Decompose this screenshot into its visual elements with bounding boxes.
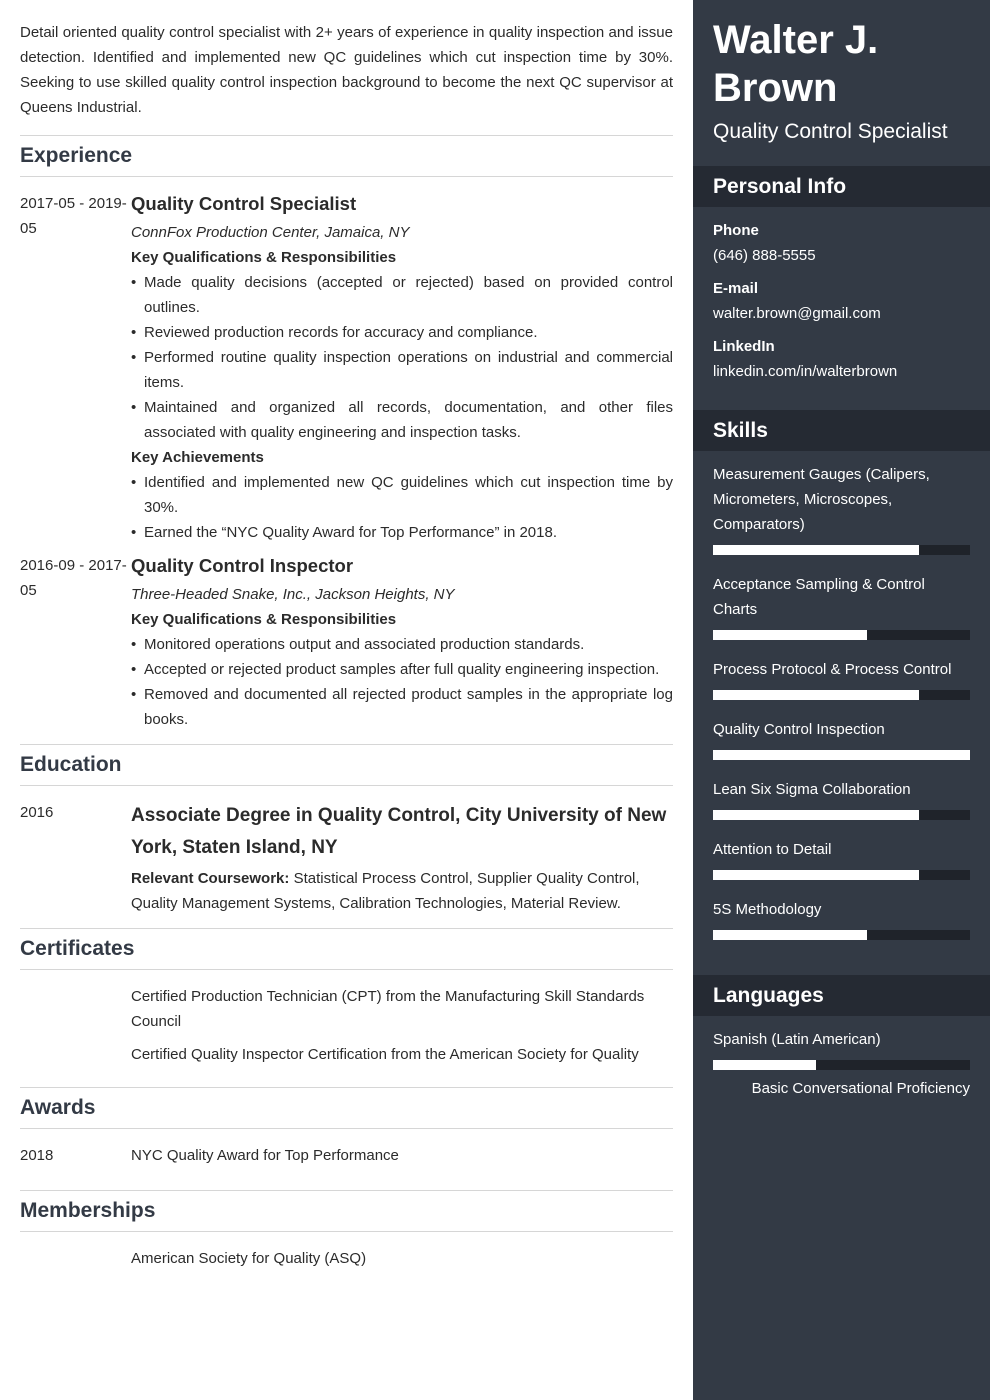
job-title: Quality Control Inspector [131, 555, 354, 576]
job-entry [20, 553, 673, 732]
skill-item [713, 657, 970, 700]
languages-list [693, 1016, 990, 1119]
award-entry [20, 1143, 673, 1168]
skill-bar [713, 690, 970, 700]
skill-item [713, 897, 970, 940]
skill-item [713, 572, 970, 640]
section-title: Certificates [20, 929, 673, 970]
certificates-section [20, 928, 673, 1075]
skill-item [713, 462, 970, 555]
memberships-section [20, 1190, 673, 1271]
award-date: 2018 [20, 1147, 54, 1164]
coursework-text: Statistical Process Control, Supplier Quality Control, Quality Management Systems, Calibration Technologies, Material Review. [131, 870, 640, 912]
skill-name: Measurement Gauges (Calipers, Micrometers, Microscopes, Comparators) [713, 466, 930, 533]
coursework-label: Relevant Coursework: [131, 870, 290, 887]
phone-label: Phone [713, 222, 759, 239]
responsibilities-label: Key Qualifications & Responsibilities [131, 611, 397, 628]
awards-section [20, 1087, 673, 1168]
certificate-item: Certified Quality Inspector Certification from the American Society for Quality [131, 1046, 639, 1063]
skill-bar-fill [713, 930, 867, 940]
certificate-entry [20, 984, 673, 1075]
list-item: • Accepted or rejected product samples after full quality engineering inspection. [131, 657, 673, 682]
skills-title: Skills [693, 410, 990, 451]
language-bar-fill [713, 1060, 816, 1070]
skill-bar [713, 630, 970, 640]
linkedin-value[interactable]: linkedin.com/in/walterbrown [713, 363, 898, 380]
language-item [713, 1027, 970, 1101]
skill-name: 5S Methodology [713, 901, 822, 918]
skill-name: Quality Control Inspection [713, 721, 885, 738]
candidate-name: Walter J. Brown [713, 18, 879, 110]
degree-title: Associate Degree in Quality Control, City University of New York, Staten Island, NY [131, 805, 667, 858]
award-item: NYC Quality Award for Top Performance [131, 1147, 399, 1164]
education-section [20, 744, 673, 916]
achievements-label: Key Achievements [131, 449, 264, 466]
section-title: Memberships [20, 1191, 673, 1232]
email-label: E-mail [713, 280, 759, 297]
experience-section [20, 135, 673, 732]
responsibilities-list [131, 632, 673, 732]
skill-bar [713, 750, 970, 760]
membership-entry [20, 1246, 673, 1271]
skill-bar-fill [713, 545, 919, 555]
list-item: • Made quality decisions (accepted or rejected) based on provided control outlines. [131, 270, 673, 320]
skill-name: Acceptance Sampling & Control Charts [713, 576, 925, 618]
skill-name: Lean Six Sigma Collaboration [713, 781, 911, 798]
job-date: 2017-05 - 2019-05 [20, 195, 127, 237]
skill-bar [713, 810, 970, 820]
section-title: Awards [20, 1088, 673, 1129]
skill-bar-fill [713, 870, 919, 880]
sidebar [693, 0, 990, 1400]
summary: Detail oriented quality control specialist with 2+ years of experience in quality inspection and issue detection. Identified and implemented new QC guidelines which cut inspection time by 30%. Seeking to use skilled quality control inspection background to become the next QC supervisor at Queens Industrial. [20, 24, 673, 116]
skill-name: Attention to Detail [713, 841, 832, 858]
language-level: Basic Conversational Proficiency [751, 1080, 970, 1097]
skill-item [713, 777, 970, 820]
job-date: 2016-09 - 2017-05 [20, 557, 127, 599]
skill-bar-fill [713, 630, 867, 640]
list-item: • Monitored operations output and associated production standards. [131, 632, 673, 657]
membership-item: American Society for Quality (ASQ) [131, 1250, 367, 1267]
email-value[interactable]: walter.brown@gmail.com [713, 305, 881, 322]
language-bar [713, 1060, 970, 1070]
education-date: 2016 [20, 804, 54, 821]
education-entry [20, 800, 673, 916]
skill-bar [713, 545, 970, 555]
job-title: Quality Control Specialist [131, 193, 357, 214]
list-item: • Removed and documented all rejected product samples in the appropriate log books. [131, 682, 673, 732]
responsibilities-label: Key Qualifications & Responsibilities [131, 249, 397, 266]
phone-value: (646) 888-5555 [713, 247, 816, 264]
skill-bar-fill [713, 810, 919, 820]
language-name: Spanish (Latin American) [713, 1031, 881, 1048]
section-title: Experience [20, 136, 673, 177]
skill-item [713, 717, 970, 760]
job-entry [20, 191, 673, 545]
achievements-list [131, 470, 673, 545]
job-company: ConnFox Production Center, Jamaica, NY [131, 224, 410, 241]
candidate-role: Quality Control Specialist [713, 120, 948, 143]
list-item: • Performed routine quality inspection operations on industrial and commercial items. [131, 345, 673, 395]
skill-bar [713, 930, 970, 940]
coursework [131, 866, 673, 916]
list-item: • Reviewed production records for accuracy and compliance. [131, 320, 673, 345]
skill-item [713, 837, 970, 880]
main-column [20, 20, 673, 1275]
list-item: • Earned the “NYC Quality Award for Top Performance” in 2018. [131, 520, 673, 545]
list-item: • Maintained and organized all records, documentation, and other files associated with quality engineering and inspection tasks. [131, 395, 673, 445]
skill-name: Process Protocol & Process Control [713, 661, 952, 678]
linkedin-label: LinkedIn [713, 338, 775, 355]
languages-title: Languages [693, 975, 990, 1016]
skill-bar-fill [713, 690, 919, 700]
personal-info-title: Personal Info [693, 166, 990, 207]
job-company: Three-Headed Snake, Inc., Jackson Heights, NY [131, 586, 455, 603]
personal-info [693, 207, 990, 410]
responsibilities-list [131, 270, 673, 445]
section-title: Education [20, 745, 673, 786]
list-item: • Identified and implemented new QC guidelines which cut inspection time by 30%. [131, 470, 673, 520]
certificate-item: Certified Production Technician (CPT) from the Manufacturing Skill Standards Council [131, 988, 645, 1030]
skill-bar-fill [713, 750, 970, 760]
skill-bar [713, 870, 970, 880]
skills-list [693, 451, 990, 975]
